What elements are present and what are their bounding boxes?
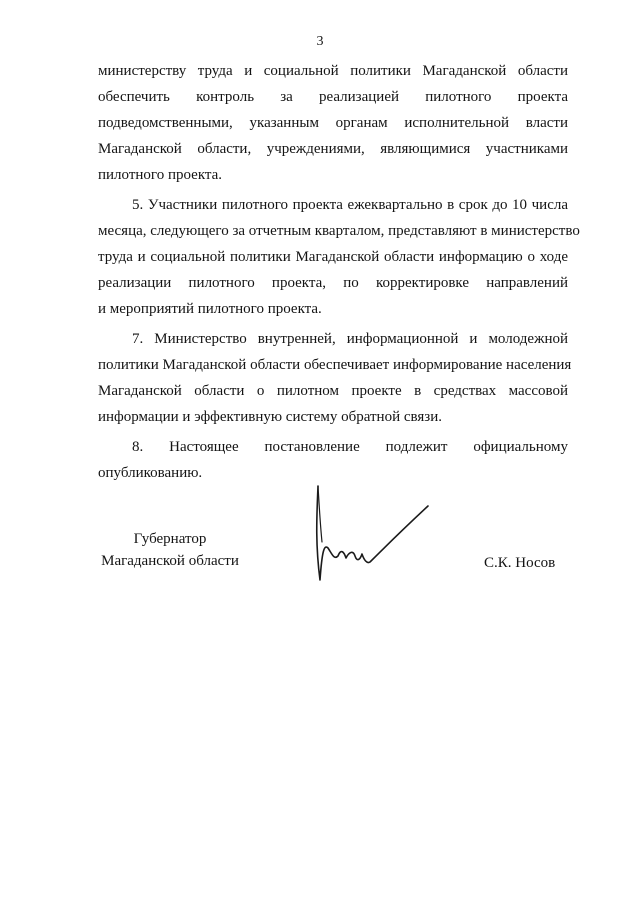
- text-line: 7. Министерство внутренней, информационной и молодежной: [132, 331, 568, 347]
- text-line: обеспечить контроль за реализацией пилотного проекта: [98, 89, 568, 105]
- signatory-title-line: Магаданской области: [101, 553, 239, 569]
- text-line: 5. Участники пилотного проекта ежеквартально в срок до 10 числа: [132, 197, 568, 213]
- paragraph-item-5: [98, 192, 580, 322]
- text-line: месяца, следующего за отчетным кварталом, представляют в министерство: [98, 223, 580, 239]
- text-line: опубликованию.: [98, 465, 203, 481]
- text-line: подведомственными, указанным органам исполнительной власти: [98, 115, 568, 131]
- text-line: пилотного проекта.: [98, 167, 223, 183]
- signatory-title: [90, 528, 250, 572]
- text-line: министерству труда и социальной политики Магаданской области: [98, 63, 568, 79]
- text-line: информации и эффективную систему обратной связи.: [98, 409, 443, 425]
- signatory-title-line: Губернатор: [133, 531, 207, 547]
- paragraph-continuation: [98, 58, 568, 188]
- text-line: политики Магаданской области обеспечивает информирование населения: [98, 357, 572, 373]
- text-line: Магаданской области, учреждениями, являющимися участниками: [98, 141, 568, 157]
- document-body: [98, 58, 580, 490]
- text-line: Магаданской области о пилотном проекте в средствах массовой: [98, 383, 568, 399]
- text-line: 8. Настоящее постановление подлежит официальному: [132, 439, 568, 455]
- text-line: труда и социальной политики Магаданской области информацию о ходе: [98, 249, 568, 265]
- text-line: реализации пилотного проекта, по корректировке направлений: [98, 275, 568, 291]
- signatory-name: С.К. Носов: [484, 555, 556, 571]
- page-number: 3: [316, 34, 324, 49]
- handwritten-signature: [310, 482, 440, 587]
- paragraph-item-7: [98, 326, 572, 430]
- paragraph-item-8: [98, 434, 568, 486]
- text-line: и мероприятий пилотного проекта.: [98, 301, 322, 317]
